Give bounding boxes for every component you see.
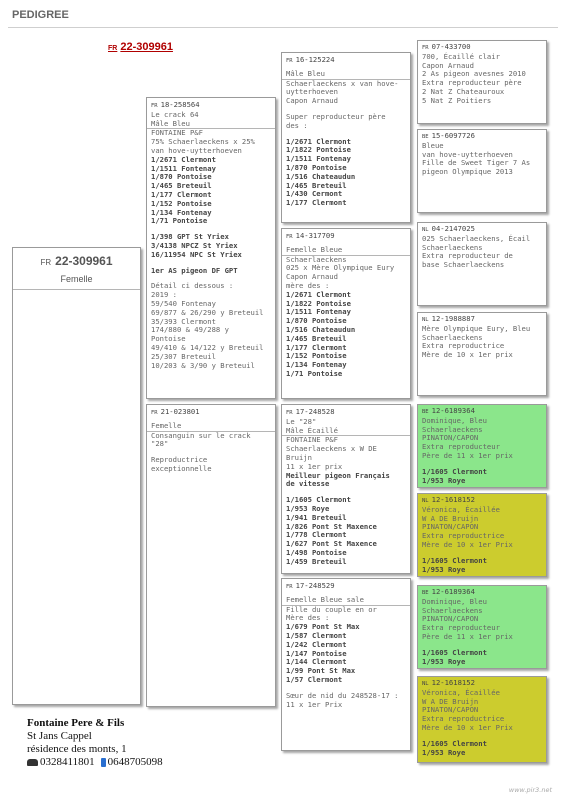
info-line: 75% Schaerlaeckens x 25%	[151, 137, 255, 147]
result-line: 1/465 Breteuil	[151, 181, 212, 191]
header-divider	[8, 27, 558, 28]
result-line: 1/516 Chateaudun	[286, 324, 356, 334]
info-line: Schaerlaeckens	[422, 424, 483, 434]
info-line: Consanguin sur le crack	[151, 430, 251, 440]
top-ring-number	[108, 41, 173, 53]
result-line: 1/134 Fontenay	[151, 207, 212, 217]
sire-sire-card	[281, 52, 411, 223]
owner-phones	[27, 756, 163, 769]
result-line: 1/778 Clermont	[286, 530, 347, 540]
info-line: 700, Écaillé clair	[422, 51, 500, 61]
owner-phone: 0328411801	[40, 756, 95, 768]
info-line: Le crack 64	[151, 109, 199, 119]
info-line: Capon Arnaud	[422, 60, 474, 70]
ring-country: FR	[286, 58, 293, 64]
ring-country: FR	[286, 234, 293, 240]
result-line: Meilleur pigeon Français	[286, 470, 390, 480]
result-line: 1/1605 Clermont	[422, 555, 487, 565]
info-line: Le "28"	[286, 416, 317, 426]
result-line: 1/587 Clermont	[286, 630, 347, 640]
ring-value: 14-317709	[295, 231, 335, 240]
result-line: 1/2671 Clermont	[286, 289, 351, 299]
info-line: PINATON/CAPON	[422, 433, 479, 443]
info-line: Reproductrice	[151, 455, 208, 465]
info-line: Schaerlaeckens	[286, 254, 347, 264]
info-line: 35/393 Clermont	[151, 316, 216, 326]
result-line: 1/941 Breteuil	[286, 512, 347, 522]
ring-country: FR	[422, 45, 429, 51]
info-line: 59/540 Fontenay	[151, 298, 216, 308]
info-line: Femelle Bleue	[286, 244, 343, 254]
ring-value: 12-1618152	[431, 495, 475, 504]
ring-country: FR	[286, 584, 293, 590]
result-line: 1/134 Fontenay	[286, 360, 347, 370]
result-line: 1/953 Roye	[286, 503, 330, 513]
result-line: 1/1605 Clermont	[422, 647, 487, 657]
info-line: Véronica, Écaillée	[422, 504, 500, 514]
result-line: 1/398 GPT St Yriex	[151, 232, 229, 242]
info-line: W A DE Bruijn	[422, 696, 479, 706]
info-line: Père de 11 x 1er prix	[422, 631, 513, 641]
info-line: Schaerlaeckens x W DE	[286, 444, 377, 454]
page-title: PEDIGREE	[12, 9, 69, 21]
result-line: 1/1822 Pontoise	[286, 145, 351, 155]
result-line: 1/2671 Clermont	[151, 154, 216, 164]
result-line: 1/953 Roye	[422, 475, 466, 485]
owner-mobile: 0648705098	[107, 756, 163, 768]
info-line: 49/410 & 14/122 y Breteuil	[151, 342, 264, 352]
info-line: 2 Nat Z Chateauroux	[422, 86, 505, 96]
info-line: Dominique, Bleu	[422, 415, 487, 425]
info-line: Détail ci dessous :	[151, 281, 234, 291]
subject-card	[12, 247, 141, 705]
ring-value: 16-125224	[295, 55, 335, 64]
result-line: 1/870 Pontoise	[151, 172, 212, 182]
ring-value: 15-6097726	[431, 131, 475, 140]
result-line: 1/953 Roye	[422, 747, 466, 757]
result-line: 1/870 Pontoise	[286, 162, 347, 172]
great-grandparent-card-7	[417, 585, 547, 669]
result-line: 16/11954 NPC St Yriex	[151, 249, 242, 259]
info-line: Schaerlaeckens	[422, 332, 483, 342]
dam-sire-card	[281, 404, 411, 574]
result-line: 1/71 Pontoise	[286, 368, 343, 378]
info-line: van hove-uytterhoeven	[422, 149, 513, 159]
ring-number	[151, 408, 271, 418]
result-line: 1/953 Roye	[422, 656, 466, 666]
info-line: Super reproducteur père	[286, 111, 386, 121]
result-line: 1er AS pigeon DF GPT	[151, 265, 238, 275]
info-line: FONTAINE P&F	[286, 435, 338, 445]
info-line: Extra reproductrice	[422, 341, 505, 351]
ring-value: 12-1618152	[431, 678, 475, 687]
sire-card	[146, 97, 276, 399]
result-line: 1/144 Clermont	[286, 657, 347, 667]
info-line: PINATON/CAPON	[422, 522, 479, 532]
ring-number	[286, 232, 406, 242]
result-line: 1/465 Breteuil	[286, 180, 347, 190]
great-grandparent-card-5	[417, 404, 547, 488]
ring-country: BE	[422, 409, 429, 415]
result-line: 1/498 Pontoise	[286, 547, 347, 557]
info-line: FONTAINE P&F	[151, 128, 203, 138]
ring-country: FR	[151, 103, 158, 109]
info-line: van hove-uytterhoeven	[151, 145, 242, 155]
ring-country: BE	[422, 590, 429, 596]
result-line: 1/1605 Clermont	[422, 466, 487, 476]
ring-country: FR	[151, 410, 158, 416]
info-line: Schaerlaeckens	[422, 242, 483, 252]
great-grandparent-card-2	[417, 129, 547, 213]
owner-address: résidence des monts, 1	[27, 743, 127, 755]
info-line: base Schaerlaeckens	[422, 260, 505, 270]
result-line: 1/516 Chateaudun	[286, 171, 356, 181]
info-line: 5 Nat Z Poitiers	[422, 95, 492, 105]
result-line: 1/679 Pont St Max	[286, 622, 360, 632]
info-line: 2019 :	[151, 290, 177, 300]
result-line: 1/1822 Pontoise	[286, 298, 351, 308]
info-line: W A DE Bruijn	[422, 513, 479, 523]
info-line: uytterhoeven	[286, 87, 338, 97]
result-line: 1/242 Clermont	[286, 639, 347, 649]
ring-number	[286, 582, 406, 592]
result-line: 1/152 Pontoise	[286, 351, 347, 361]
top-ring-value: 22-309961	[120, 41, 173, 53]
info-line: Mâle Bleu	[286, 68, 325, 78]
info-line: Extra reproducteur	[422, 623, 500, 633]
info-line: Mère de 10 x 1er Prix	[422, 722, 513, 732]
result-line: 1/826 Pont St Maxence	[286, 521, 377, 531]
result-line: de vitesse	[286, 479, 330, 489]
info-line: Mâle Bleu	[151, 118, 190, 128]
great-grandparent-card-3	[417, 222, 547, 306]
info-line: Extra reproductrice	[422, 714, 505, 724]
ring-value: 07-433700	[431, 42, 471, 51]
ring-value: 12-6189364	[431, 406, 475, 415]
result-line: 1/99 Pont St Max	[286, 666, 356, 676]
great-grandparent-card-1	[417, 40, 547, 124]
subject-country: FR	[40, 258, 52, 267]
phone-icon	[27, 759, 38, 766]
sire-dam-card	[281, 228, 411, 399]
ring-value: 12-6189364	[431, 587, 475, 596]
result-line: 1/57 Clermont	[286, 674, 343, 684]
ring-number	[286, 56, 406, 66]
result-line: 1/71 Pontoise	[151, 216, 208, 226]
mobile-icon	[101, 758, 106, 767]
info-line: 69/877 & 26/290 y Breteuil	[151, 307, 264, 317]
info-line: 11 x 1er prix	[286, 461, 343, 471]
dam-dam-card	[281, 578, 411, 751]
great-grandparent-card-4	[417, 312, 547, 396]
info-line: mère des :	[286, 280, 330, 290]
info-line: Capon Arnaud	[286, 96, 338, 106]
subject-sex: Femelle	[13, 274, 140, 290]
info-line: Extra reproducteur père	[422, 78, 522, 88]
footer-site: www.pir3.net	[508, 786, 552, 794]
info-line: Mère des :	[286, 613, 330, 623]
result-line: 1/430 Cermont	[286, 189, 343, 199]
subject-ring-number: 22-309961	[55, 254, 113, 268]
result-line: 1/2671 Clermont	[286, 136, 351, 146]
info-line: Père de 11 x 1er prix	[422, 450, 513, 460]
info-line: Mâle Écaillé	[286, 425, 338, 435]
subject-ring	[13, 254, 140, 268]
ring-country: NL	[422, 227, 429, 233]
info-line: exceptionnelle	[151, 463, 212, 473]
info-line: Fille de Sweet Tiger 7 As	[422, 158, 531, 168]
ring-country: NL	[422, 317, 429, 323]
ring-country: FR	[286, 410, 293, 416]
result-line: 1/177 Clermont	[151, 189, 212, 199]
owner-name: Fontaine Pere & Fils	[27, 717, 125, 729]
owner-block	[27, 717, 163, 769]
info-line: 174/880 & 49/288 y	[151, 325, 229, 335]
info-line: Bleue	[422, 140, 444, 150]
result-line: 1/459 Breteuil	[286, 556, 347, 566]
info-line: Fille du couple en or	[286, 604, 377, 614]
info-line: Mère Olympique Eury, Bleu	[422, 323, 531, 333]
result-line: 1/870 Pontoise	[286, 316, 347, 326]
info-line: "28"	[151, 439, 169, 449]
result-line: 1/627 Pont St Maxence	[286, 539, 377, 549]
owner-city: St Jans Cappel	[27, 730, 92, 742]
dam-card	[146, 404, 276, 707]
info-line: 11 x 1er Prix	[286, 699, 343, 709]
ring-value: 18-258564	[160, 100, 200, 109]
info-line: 10/203 & 3/90 y Breteuil	[151, 360, 255, 370]
info-line: Véronica, Écaillée	[422, 687, 500, 697]
info-line: Bruijn	[286, 452, 312, 462]
info-line: Femelle	[151, 420, 182, 430]
info-line: Sœur de nid du 248528-17 :	[286, 690, 399, 700]
result-line: 1/177 Clermont	[286, 342, 347, 352]
ring-country: NL	[422, 498, 429, 504]
result-line: 1/1605 Clermont	[422, 738, 487, 748]
great-grandparent-card-6	[417, 493, 547, 577]
info-line: Extra reproducteur de	[422, 251, 513, 261]
info-line: 025 x Mère Olympique Eury	[286, 263, 395, 273]
result-line: 1/177 Clermont	[286, 198, 347, 208]
info-line: Schaerlaeckens x van hove-	[286, 78, 399, 88]
info-line: Femelle Bleue sale	[286, 594, 364, 604]
ring-value: 12-1988887	[431, 314, 475, 323]
info-line: Capon Arnaud	[286, 272, 338, 282]
info-line: Mère de 10 x 1er prix	[422, 350, 513, 360]
result-line: 1/1511 Fontenay	[151, 163, 216, 173]
info-line: PINATON/CAPON	[422, 614, 479, 624]
info-line: Extra reproducteur	[422, 442, 500, 452]
info-line: 2 As pigeon avesnes 2010	[422, 69, 526, 79]
info-line: Mère de 10 x 1er Prix	[422, 539, 513, 549]
ring-country: BE	[422, 134, 429, 140]
ring-value: 04-2147025	[431, 224, 475, 233]
result-line: 1/1511 Fontenay	[286, 154, 351, 164]
result-line: 1/1511 Fontenay	[286, 307, 351, 317]
result-line: 3/4138 NPCZ St Yriex	[151, 240, 238, 250]
top-ring-country: FR	[108, 45, 118, 52]
ring-value: 21-023801	[160, 407, 200, 416]
result-line: 1/147 Pontoise	[286, 648, 347, 658]
info-line: 25/307 Breteuil	[151, 351, 216, 361]
info-line: Pontoise	[151, 334, 186, 344]
info-line: Extra reproductrice	[422, 531, 505, 541]
ring-country: NL	[422, 681, 429, 687]
info-line: PINATON/CAPON	[422, 705, 479, 715]
info-line: Dominique, Bleu	[422, 596, 487, 606]
result-line: 1/152 Pontoise	[151, 198, 212, 208]
result-line: 1/1605 Clermont	[286, 495, 351, 505]
ring-value: 17-248529	[295, 581, 335, 590]
great-grandparent-card-8	[417, 676, 547, 763]
result-line: 1/465 Breteuil	[286, 333, 347, 343]
info-line: pigeon Olympique 2013	[422, 167, 513, 177]
info-line: Schaerlaeckens	[422, 605, 483, 615]
info-line: des :	[286, 120, 308, 130]
info-line: 025 Schaerlaeckens, Écail	[422, 233, 531, 243]
result-line: 1/953 Roye	[422, 564, 466, 574]
ring-value: 17-248528	[295, 407, 335, 416]
